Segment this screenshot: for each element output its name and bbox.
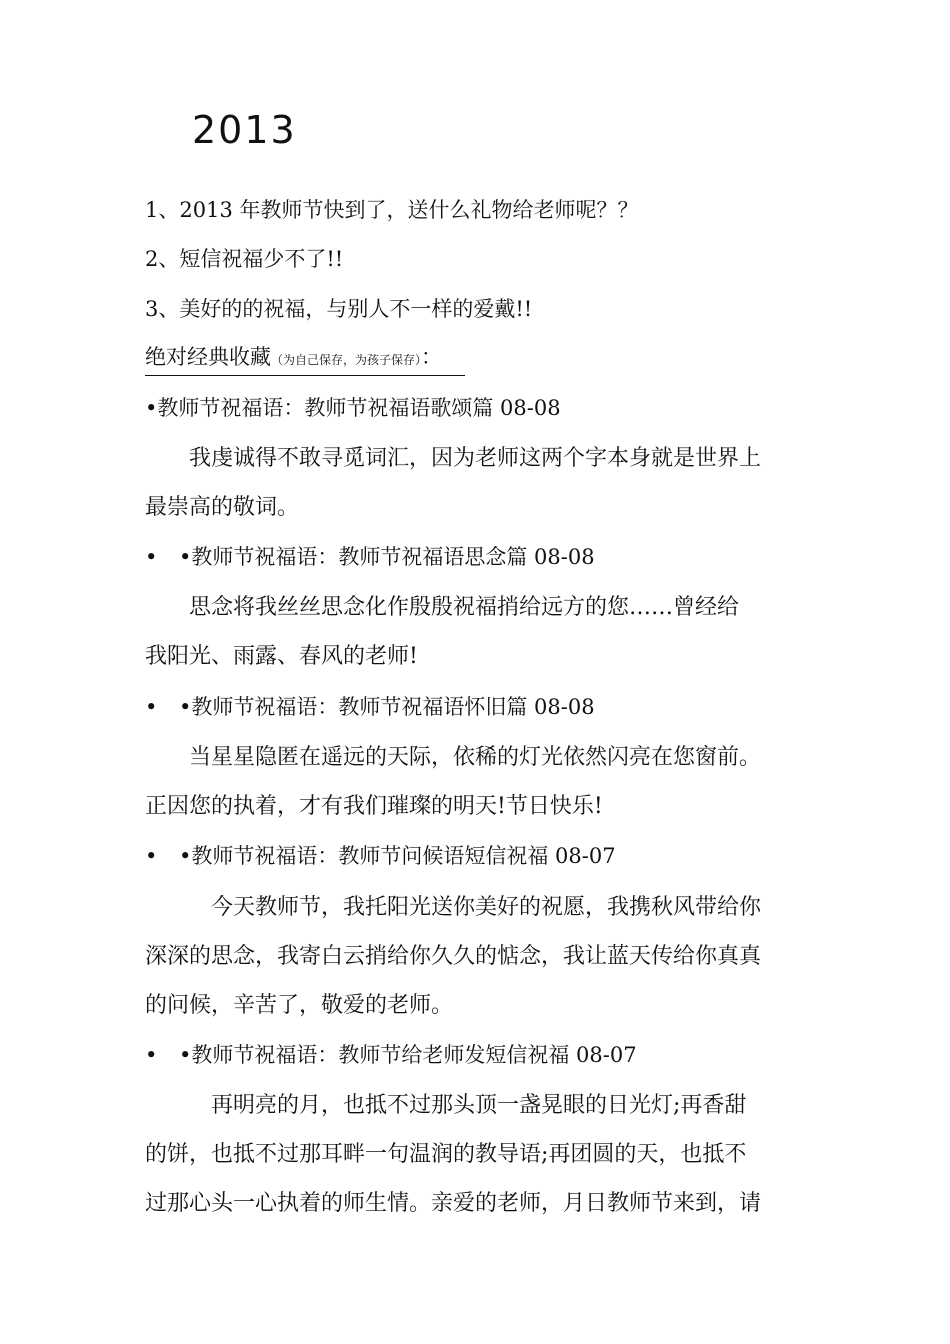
page-heading: 2013 [192,108,297,152]
item-title-2 [145,542,595,572]
item-body-3 [145,733,810,831]
item-body-line: 过那心头一心执着的师生情。亲爱的老师，月日教师节来到，请 [145,1191,762,1216]
collection-heading [145,342,442,375]
item-body-5 [145,1081,810,1228]
item-title-text: •教师节祝福语：教师节问候语短信祝福 08-07 [179,844,616,868]
item-body-line: 当星星隐匿在遥远的天际，依稀的灯光依然闪亮在您窗前。 [145,745,762,770]
intro-line-1: 1、2013 年教师节快到了，送什么礼物给老师呢？？ [145,198,639,222]
item-body-line: 正因您的执着，才有我们璀璨的明天!节日快乐! [145,794,603,819]
item-title-text: •教师节祝福语：教师节给老师发短信祝福 08-07 [179,1043,637,1067]
item-body-line: 最崇高的敬词。 [145,495,300,520]
collection-colon: ： [421,345,443,369]
collection-note: （为自己保存，为孩子保存） [271,353,422,367]
item-body-line: 我虔诚得不敢寻觅词汇，因为老师这两个字本身就是世界上 [145,446,762,471]
item-body-line: 的饼，也抵不过那耳畔一句温润的教导语;再团圆的天，也抵不 [145,1142,747,1167]
bullet-icon: • [145,1043,158,1067]
item-body-line: 思念将我丝丝思念化作殷殷祝福捎给远方的您……曾经给 [145,595,740,620]
item-body-line: 再明亮的月，也抵不过那头顶一盏晃眼的日光灯;再香甜 [145,1093,747,1118]
item-title-3 [145,692,595,722]
item-title-text: •教师节祝福语：教师节祝福语歌颂篇 08-08 [145,396,561,420]
item-title-1 [145,393,561,423]
collection-underline [145,375,465,376]
bullet-icon: • [145,545,158,569]
item-body-2 [145,583,810,681]
item-title-text: •教师节祝福语：教师节祝福语怀旧篇 08-08 [179,695,595,719]
bullet-icon: • [145,695,158,719]
item-body-line: 的问候，辛苦了，敬爱的老师。 [145,993,454,1018]
item-title-4 [145,841,616,871]
item-body-4 [145,883,810,1030]
intro-line-2: 2、短信祝福少不了!! [145,247,344,271]
item-body-1 [145,434,810,532]
item-title-text: •教师节祝福语：教师节祝福语思念篇 08-08 [179,545,595,569]
intro-line-3: 3、美好的的祝福，与别人不一样的爱戴!! [145,297,533,321]
bullet-icon: • [145,844,158,868]
item-body-line: 我阳光、雨露、春风的老师! [145,644,418,669]
collection-label: 绝对经典收藏 [145,345,271,369]
item-body-line: 今天教师节，我托阳光送你美好的祝愿，我携秋风带给你 [145,895,762,920]
item-body-line: 深深的思念，我寄白云捎给你久久的惦念，我让蓝天传给你真真 [145,944,762,969]
item-title-5 [145,1040,637,1070]
